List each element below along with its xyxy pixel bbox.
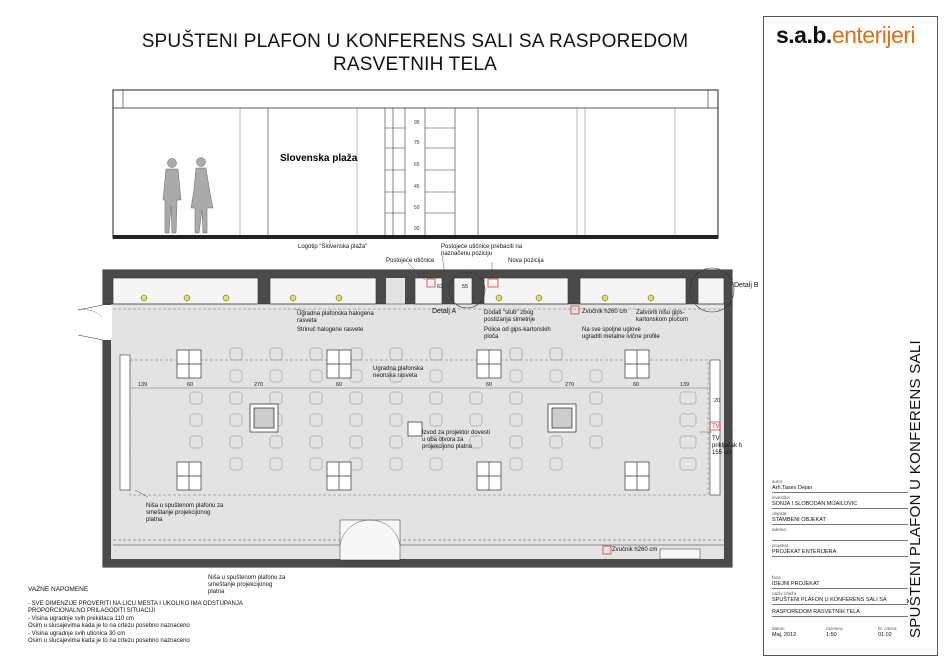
tb-crtez-2: RASPOREDOM RASVETNIH TELA — [772, 609, 908, 617]
tb-faza: faza IDEJNI PROJEKAT — [772, 574, 908, 589]
svg-text:50: 50 — [414, 205, 420, 211]
tb-datum: datum Maj, 2012 — [772, 626, 797, 638]
svg-text:55: 55 — [462, 284, 469, 290]
label-ugradna-halogena: Ugradna plafonska halogena rasveta — [297, 311, 374, 324]
svg-text:75: 75 — [414, 140, 420, 146]
company-logo — [776, 22, 915, 49]
svg-text:95: 95 — [414, 120, 420, 126]
label-strinuc: Strinuč halogene rasvete — [297, 327, 364, 333]
label-tv: TV — [712, 424, 720, 430]
people-silhouette-icon — [163, 158, 213, 234]
svg-text:139: 139 — [680, 382, 690, 388]
label-zvucnik-2: Zvučnik h260 cm — [612, 547, 658, 553]
tb-projekat: projekat PROJEKAT ENTERIJERA — [772, 542, 908, 557]
label-police: Police od gips-kartonskih ploča — [484, 327, 551, 340]
svg-text:65: 65 — [414, 162, 420, 168]
notes-heading: VAZNE NAPOMENE — [28, 586, 89, 593]
note-line: Osim u slucajevima kada je to na crtezu posebno naznaceno — [28, 638, 190, 644]
svg-text:270: 270 — [565, 382, 575, 388]
elevation-sign: Slovenska plaža — [280, 153, 358, 164]
tb-crtez: naziv crteža SPUŠTENI PLAFON U KONFERENS SALI SA — [772, 590, 908, 605]
tb-razmera: razmera 1:50 — [826, 626, 843, 638]
label-nova-pozicija: Nova pozicija — [508, 258, 544, 264]
wall-elevation — [113, 90, 718, 239]
svg-text:90: 90 — [414, 226, 420, 232]
label-nisa-1: Niša u spuštenom plafonu za smeštanje projekcijonog platna — [146, 503, 224, 523]
svg-text:20: 20 — [714, 398, 721, 404]
label-projektor: Izvod za projektor dovesti u oba otvora za projekcijono platno — [422, 430, 491, 450]
title-line-2: RASVETNIH TELA — [333, 54, 497, 75]
svg-text:45: 45 — [414, 184, 420, 190]
projector-outlet-icon — [408, 422, 422, 436]
svg-text:62: 62 — [437, 284, 444, 290]
svg-text:139: 139 — [138, 382, 148, 388]
logo-bold: s.a.b. — [776, 22, 832, 48]
label-zatvoriti: Zatvoriti nišu gips-kartonskom pločom — [636, 310, 689, 323]
vertical-title: SPUŠTENI PLAFON U KONFERENS SALI — [907, 340, 924, 638]
tb-autor: autor Arh.Tasev Dejan — [772, 478, 908, 493]
tb-objekat: objekat STAMBENI OBJEKAT — [772, 510, 908, 525]
title-line-1: SPUŠTENI PLAFON U KONFERENS SALI SA RASPOREDOM — [141, 31, 689, 52]
label-dodati-stub: Dodati "stub" zbog postizanja simetrije — [484, 310, 536, 323]
tb-adresa: adresa — [772, 526, 908, 541]
note-line: - SVE DIMENZIJE PROVERITI NA LICU MESTA I UKOLIKO IMA ODSTUPANJA — [28, 600, 243, 607]
label-detalj-b: Detalj B — [734, 282, 759, 289]
label-uglovi: Na sve spoljne uglove ugraditi metalne ivične profile — [582, 327, 660, 340]
label-detalj-a: Detalj A — [432, 308, 457, 315]
svg-text:60: 60 — [187, 382, 194, 388]
label-tv-prikljucak: TV priključak h 155 cm — [712, 436, 743, 456]
logo-accent: enterijeri — [831, 22, 916, 48]
label-logotip: Logotip "Slovenska plaža" — [298, 244, 368, 250]
note-line: PROPORCIONALNO PRILAGODITI SITUACIJI — [28, 608, 156, 614]
label-zvucnik-1: Zvučnik h260 cm — [582, 309, 628, 315]
label-nisa-2: Niša u spuštenom plafonu za smeštanje projekcijonog platna — [208, 575, 286, 595]
note-line: - Visina ugradnje svih prekidaca 110 cm — [28, 615, 134, 622]
label-postojece-uticnice: Postojeće utičnice — [386, 258, 435, 264]
note-line: - Visina ugradnje svih uticnica 30 cm — [28, 630, 126, 637]
label-prebaciti: Postojeće utičnice prebaciti na naznačenu poziciju — [441, 244, 523, 257]
label-neonska: Ugradna plafonska neonska rasveta — [373, 366, 424, 379]
svg-text:60: 60 — [633, 382, 640, 388]
tb-investitor: investitor SONJA I SLOBODAN MIJAILOVIC — [772, 494, 908, 509]
note-line: Osim u slucajevima kada je to na crtezu posebno naznaceno — [28, 623, 190, 629]
svg-text:270: 270 — [254, 382, 264, 388]
important-notes — [28, 586, 328, 646]
svg-text:60: 60 — [336, 382, 343, 388]
svg-text:60: 60 — [486, 382, 493, 388]
tb-broj: br. crteza 01.02 — [878, 626, 897, 638]
